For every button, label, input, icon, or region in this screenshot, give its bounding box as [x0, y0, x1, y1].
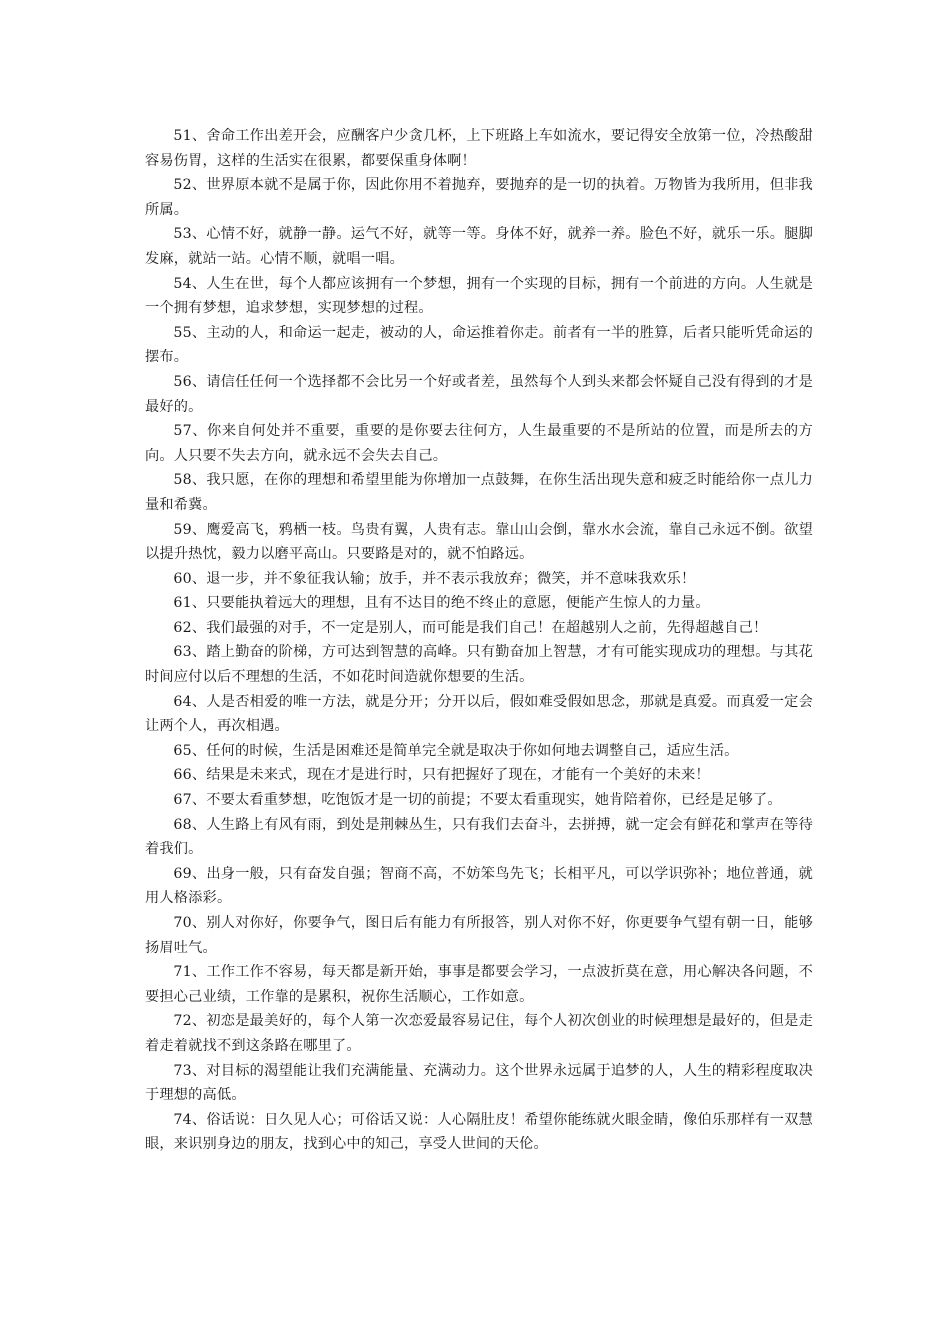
- quote-paragraph: 56、请信任任何一个选择都不会比另一个好或者差，虽然每个人到头来都会怀疑自己没有得到的才是最好的。: [145, 373, 813, 415]
- quote-paragraph: 52、世界原本就不是属于你，因此你用不着抛弃，要抛弃的是一切的执着。万物皆为我所用，但非我所属。: [145, 177, 813, 218]
- quote-paragraph: 66、结果是未来式，现在才是进行时，只有把握好了现在，才能有一个美好的未来！: [173, 767, 710, 784]
- quote-paragraph: 53、心情不好，就静一静。运气不好，就等一等。身体不好，就养一养。脸色不好，就乐一乐。腿脚发麻，就站一站。心情不顺，就唱一唱。: [145, 226, 813, 267]
- quote-paragraph: 69、出身一般，只有奋发自强；智商不高，不妨笨鸟先飞；长相平凡，可以学识弥补；地位普通，就用人格添彩。: [145, 865, 813, 907]
- quote-paragraph: 64、人是否相爱的唯一方法，就是分开；分开以后，假如难受假如思念，那就是真爱。而真爱一定会让两个人，再次相遇。: [145, 693, 813, 735]
- quote-paragraph: 55、主动的人，和命运一起走，被动的人，命运推着你走。前者有一半的胜算，后者只能听凭命运的摆布。: [145, 324, 813, 366]
- quote-paragraph: 63、踏上勤奋的阶梯，方可达到智慧的高峰。只有勤奋加上智慧，才有可能实现成功的理想。与其花时间应付以后不理想的生活，不如花时间造就你想要的生活。: [145, 644, 813, 686]
- quote-paragraph: 54、人生在世，每个人都应该拥有一个梦想，拥有一个实现的目标，拥有一个前进的方向。人生就是一个拥有梦想，追求梦想，实现梦想的过程。: [145, 275, 813, 317]
- quote-paragraph: 73、对目标的渴望能让我们充满能量、充满动力。这个世界永远属于追梦的人，人生的精彩程度取决于理想的高低。: [145, 1062, 813, 1104]
- quote-paragraph: 70、别人对你好，你要争气，图日后有能力有所报答，别人对你不好，你更要争气望有朝一日，能够扬眉吐气。: [145, 915, 813, 956]
- document-body: [145, 124, 813, 1157]
- quote-paragraph: 71、工作工作不容易，每天都是新开始，事事是都要会学习，一点波折莫在意，用心解决各问题，不要担心己业绩，工作靠的是累积，祝你生活顺心，工作如意。: [145, 964, 813, 1005]
- quote-paragraph: 57、你来自何处并不重要，重要的是你要去往何方，人生最重要的不是所站的位置，而是所去的方向。人只要不失去方向，就永远不会失去自己。: [145, 423, 813, 464]
- quote-paragraph: 59、鹰爱高飞，鸦栖一枝。鸟贵有翼，人贵有志。靠山山会倒，靠水水会流，靠自己永远不倒。欲望以提升热忱，毅力以磨平高山。只要路是对的，就不怕路远。: [145, 521, 813, 563]
- quote-paragraph: 65、任何的时候，生活是困难还是简单完全就是取决于你如何地去调整自己，适应生活。: [173, 742, 739, 759]
- quote-paragraph: 74、俗话说：日久见人心；可俗话又说：人心隔肚皮！希望你能练就火眼金睛，像伯乐那样有一双慧眼，来识别身边的朋友，找到心中的知己，享受人世间的天伦。: [145, 1111, 813, 1153]
- quote-paragraph: 67、不要太看重梦想，吃饱饭才是一切的前提；不要太看重现实，她肯陪着你，已经是足够了。: [173, 792, 782, 809]
- quote-paragraph: 61、只要能执着远大的理想，且有不达目的绝不终止的意愿，便能产生惊人的力量。: [173, 595, 710, 612]
- quote-paragraph: 58、我只愿，在你的理想和希望里能为你增加一点鼓舞，在你生活出现失意和疲乏时能给你一点儿力量和希冀。: [145, 472, 813, 513]
- quote-paragraph: 62、我们最强的对手，不一定是别人，而可能是我们自己！在超越别人之前，先得超越自己！: [173, 619, 768, 636]
- quote-paragraph: 60、退一步，并不象征我认输；放手，并不表示我放弃；微笑，并不意味我欢乐！: [173, 570, 696, 587]
- quote-paragraph: 51、舍命工作出差开会，应酬客户少贪几杯，上下班路上车如流水，要记得安全放第一位，冷热酸甜容易伤胃，这样的生活实在很累，都要保重身体啊！: [145, 128, 813, 169]
- quote-paragraph: 68、人生路上有风有雨，到处是荆棘丛生，只有我们去奋斗，去拼搏，就一定会有鲜花和掌声在等待着我们。: [145, 816, 813, 858]
- quote-paragraph: 72、初恋是最美好的，每个人第一次恋爱最容易记住，每个人初次创业的时候理想是最好的，但是走着走着就找不到这条路在哪里了。: [145, 1013, 813, 1054]
